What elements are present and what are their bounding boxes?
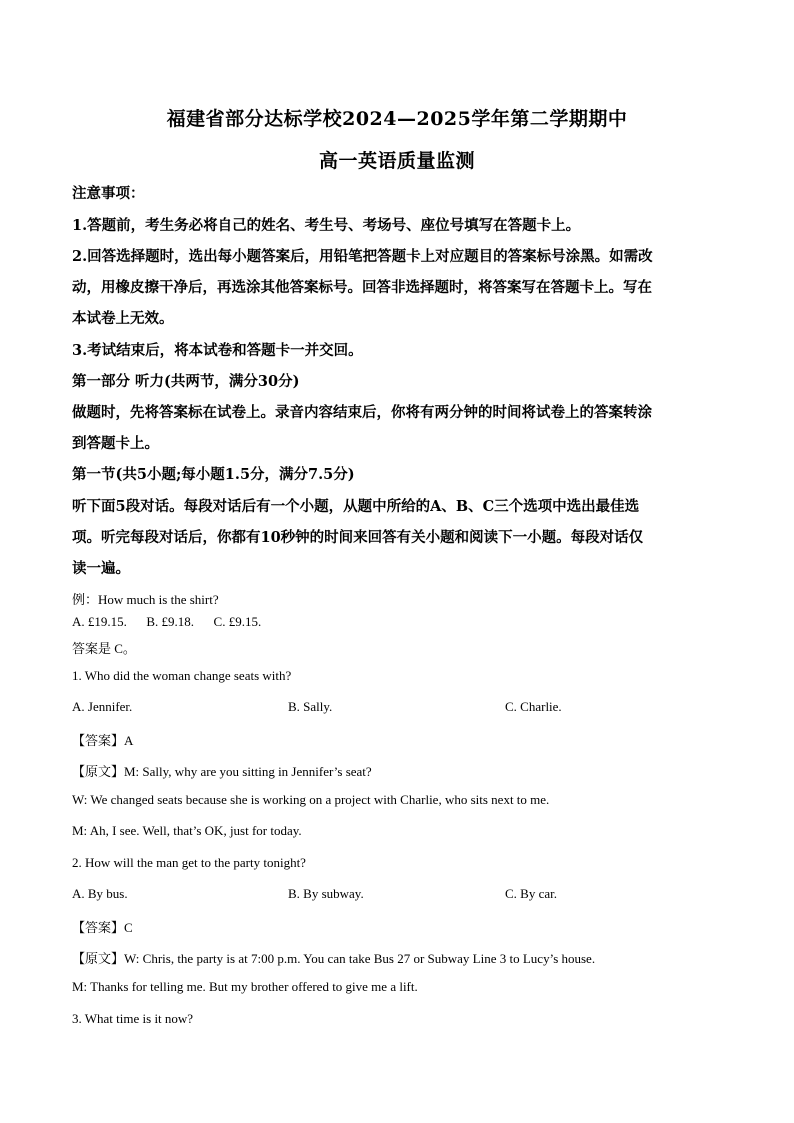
part1-heading: 第一部分 听力(共两节，满分30分) xyxy=(72,373,300,390)
question-2-option-b: B. By subway. xyxy=(288,886,364,901)
section1-heading: 第一节(共5小题;每小题1.5分，满分7.5分) xyxy=(72,466,355,483)
notes-item-3: 3.考试结束后，将本试卷和答题卡一并交回。 xyxy=(72,342,363,359)
question-1-transcript-line-2: W: We changed seats because she is working on a project with Charlie, who sits next to me. xyxy=(72,792,550,807)
question-2-option-c: C. By car. xyxy=(505,886,557,901)
notes-item-2-line-1: 2.回答选择题时，选出每小题答案后，用铅笔把答题卡上对应题目的答案标号涂黑。如需改 xyxy=(72,248,653,265)
notes-item-2-line-2: 动，用橡皮擦干净后，再选涂其他答案标号。回答非选择题时，将答案写在答题卡上。写在 xyxy=(72,279,652,296)
question-1-answer: 【答案】A xyxy=(72,733,134,748)
example-answer: 答案是 C。 xyxy=(72,641,136,656)
question-1-option-b: B. Sally. xyxy=(288,699,333,714)
section1-intro-line-2: 项。听完每段对话后，你都有10秒钟的时间来回答有关小题和阅读下一小题。每段对话仅 xyxy=(72,529,644,546)
question-1-option-c: C. Charlie. xyxy=(505,699,562,714)
notes-item-2-line-3: 本试卷上无效。 xyxy=(72,310,174,327)
question-2-transcript-line-2: M: Thanks for telling me. But my brother offered to give me a lift. xyxy=(72,979,418,994)
part1-intro-line-1: 做题时，先将答案标在试卷上。录音内容结束后，你将有两分钟的时间将试卷上的答案转涂 xyxy=(72,404,652,421)
notes-item-1: 1.答题前，考生务必将自己的姓名、考生号、考场号、座位号填写在答题卡上。 xyxy=(72,217,581,234)
notes-heading: 注意事项： xyxy=(72,185,145,202)
section1-intro-line-3: 读一遍。 xyxy=(72,560,130,577)
question-1-transcript-line-1: 【原文】M: Sally, why are you sitting in Jennifer’s seat? xyxy=(72,764,372,779)
question-1: 1. Who did the woman change seats with? xyxy=(72,668,292,683)
section1-intro-line-1: 听下面5段对话。每段对话后有一个小题，从题中所给的A、B、C三个选项中选出最佳选 xyxy=(72,498,640,515)
part1-intro-line-2: 到答题卡上。 xyxy=(72,435,159,452)
exam-title-line1: 福建省部分达标学校2024—2025学年第二学期期中 xyxy=(166,108,628,130)
question-2-transcript-line-1: 【原文】W: Chris, the party is at 7:00 p.m. You can take Bus 27 or Subway Line 3 to Lucy’s house. xyxy=(72,951,596,966)
question-1-transcript-line-3: M: Ah, I see. Well, that’s OK, just for today. xyxy=(72,823,302,838)
question-2-answer: 【答案】C xyxy=(72,920,133,935)
example-question: 例：How much is the shirt? xyxy=(72,592,219,607)
question-2: 2. How will the man get to the party tonight? xyxy=(72,855,306,870)
question-3: 3. What time is it now? xyxy=(72,1011,194,1026)
question-2-option-a: A. By bus. xyxy=(72,886,128,901)
exam-title-line2: 高一英语质量监测 xyxy=(318,150,475,172)
question-1-option-a: A. Jennifer. xyxy=(72,699,133,714)
example-options: A. £19.15. B. £9.18. C. £9.15. xyxy=(72,614,262,629)
